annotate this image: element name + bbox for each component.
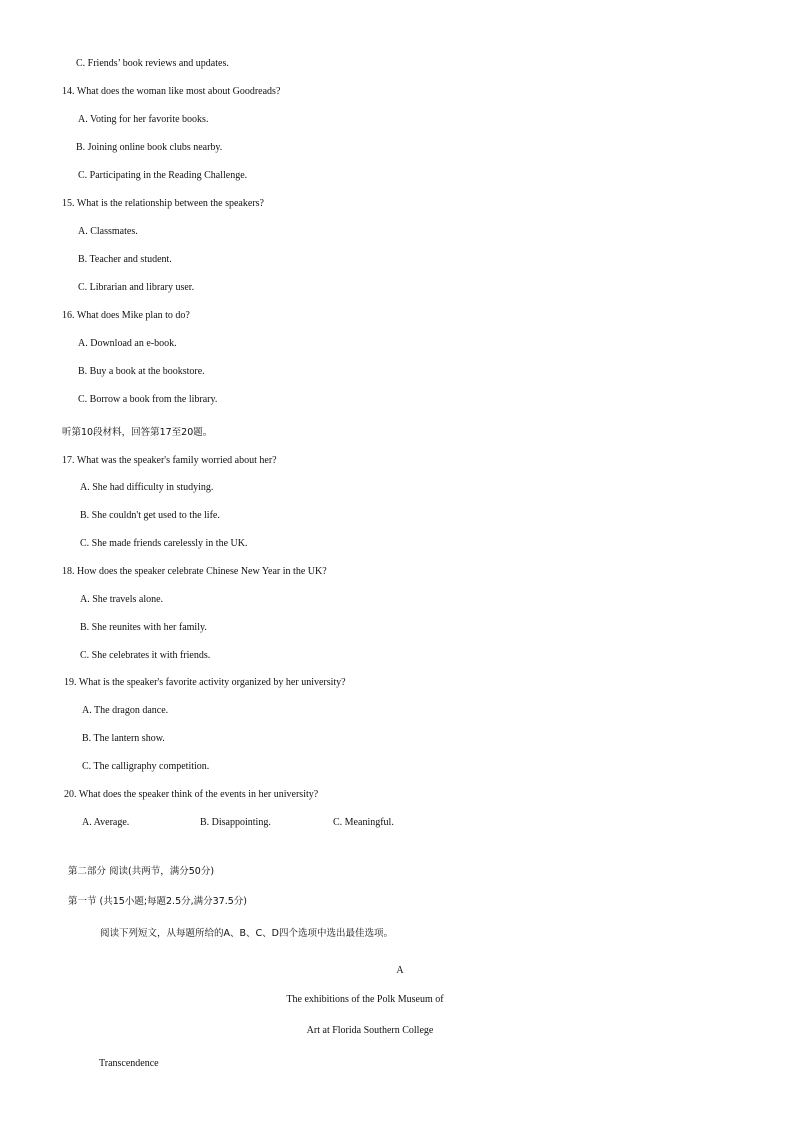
q16-option-a: A. Download an e-book.	[78, 338, 177, 349]
q15-option-a: A. Classmates.	[78, 226, 138, 237]
question-18: 18. How does the speaker celebrate Chinese New Year in the UK?	[62, 566, 327, 577]
question-20: 20. What does the speaker think of the events in her university?	[64, 789, 319, 800]
passage-label-a: A	[396, 965, 404, 976]
q13-option-c: C. Friends’ book reviews and updates.	[76, 58, 229, 69]
q14-option-a: A. Voting for her favorite books.	[78, 114, 209, 125]
part-two-heading: 第二部分 阅读(共两节，满分50分)	[68, 866, 215, 877]
q17-option-b: B. She couldn't get used to the life.	[80, 510, 220, 521]
q16-option-c: C. Borrow a book from the library.	[78, 394, 218, 405]
exhibition-name: Transcendence	[99, 1058, 159, 1069]
q14-option-b: B. Joining online book clubs nearby.	[76, 142, 223, 153]
q15-option-c: C. Librarian and library user.	[78, 282, 195, 293]
question-19: 19. What is the speaker's favorite activity organized by her university?	[64, 677, 346, 688]
q18-option-a: A. She travels alone.	[80, 594, 164, 605]
q17-option-a: A. She had difficulty in studying.	[80, 482, 214, 493]
q19-option-b: B. The lantern show.	[82, 733, 165, 744]
q17-option-c: C. She made friends carelessly in the UK.	[80, 538, 248, 549]
q20-option-a: A. Average.	[82, 817, 130, 828]
q18-option-b: B. She reunites with her family.	[80, 622, 207, 633]
q14-option-c: C. Participating in the Reading Challenge.	[78, 170, 248, 181]
question-15: 15. What is the relationship between the speakers?	[62, 198, 264, 209]
section-instruction-material-10: 听第10段材料，回答第17至20题。	[62, 427, 213, 438]
q20-option-b: B. Disappointing.	[200, 817, 271, 828]
q18-option-c: C. She celebrates it with friends.	[80, 650, 211, 661]
q20-option-c: C. Meaningful.	[333, 817, 394, 828]
question-16: 16. What does Mike plan to do?	[62, 310, 190, 321]
q15-option-b: B. Teacher and student.	[78, 254, 172, 265]
reading-instruction: 阅读下列短文，从每题所给的A、B、C、D四个选项中选出最佳选项。	[100, 928, 393, 939]
q16-option-b: B. Buy a book at the bookstore.	[78, 366, 205, 377]
question-14: 14. What does the woman like most about Goodreads?	[62, 86, 281, 97]
q19-option-a: A. The dragon dance.	[82, 705, 169, 716]
section-one-heading: 第一节 (共15小题;每题2.5分,满分37.5分)	[68, 896, 248, 907]
passage-title-line-1: The exhibitions of the Polk Museum of	[286, 994, 444, 1005]
q19-option-c: C. The calligraphy competition.	[82, 761, 210, 772]
question-17: 17. What was the speaker's family worried about her?	[62, 455, 277, 466]
passage-title-line-2: Art at Florida Southern College	[306, 1025, 434, 1036]
